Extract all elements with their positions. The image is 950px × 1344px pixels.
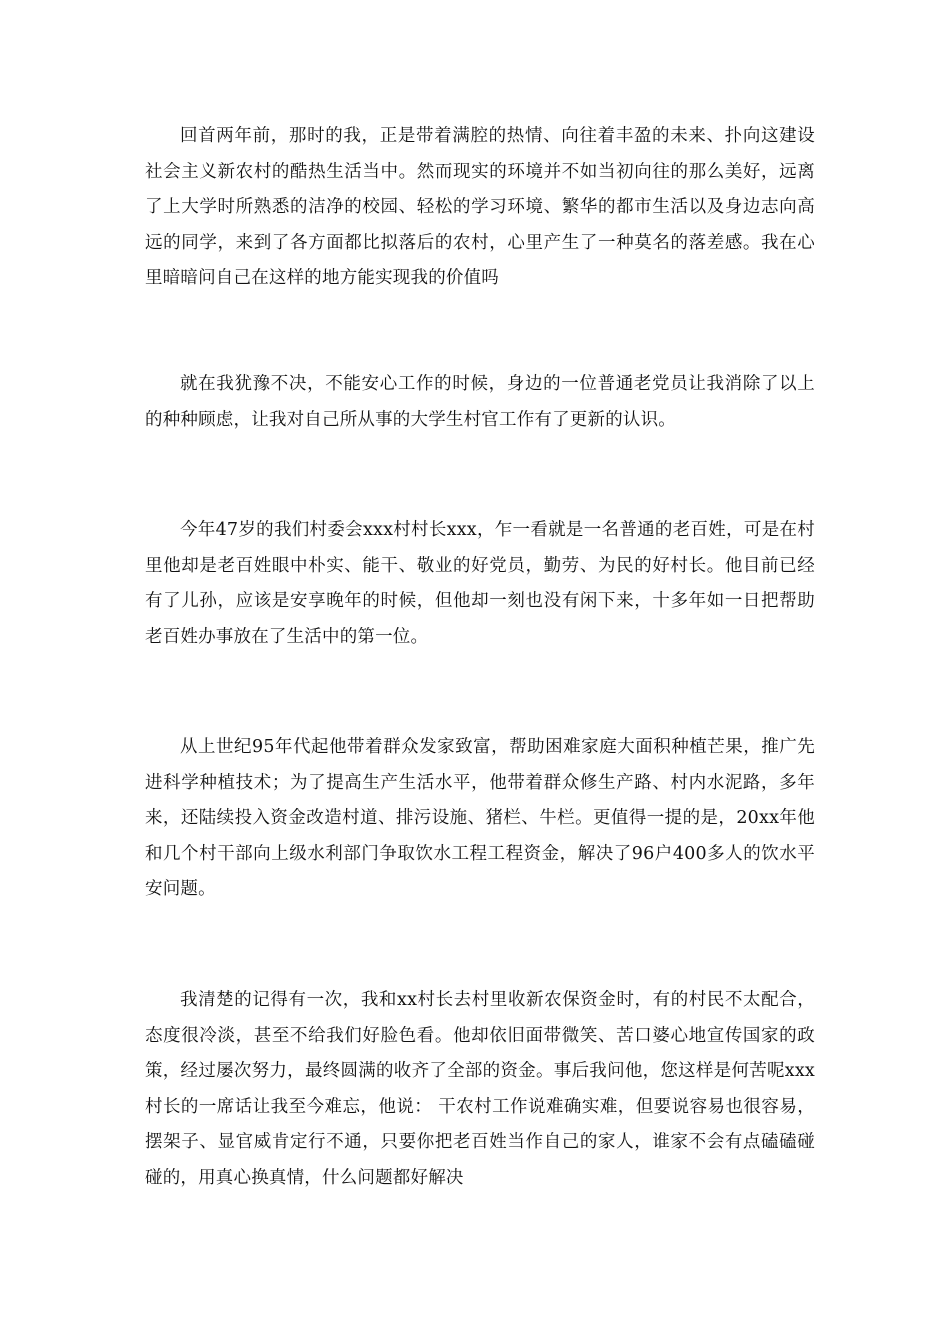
- paragraph-4: 从上世纪95年代起他带着群众发家致富，帮助困难家庭大面积种植芒果，推广先进科学种植技术；为了提高生产生活水平，他带着群众修生产路、村内水泥路，多年来，还陆续投入资金改造村道、排污设施、猪栏、牛栏。更值得一提的是，20xx年他和几个村干部向上级水利部门争取饮水工程工程资金，解决了96户400多人的饮水平安问题。: [145, 737, 815, 900]
- paragraph-2: 就在我犹豫不决，不能安心工作的时候，身边的一位普通老党员让我消除了以上的种种顾虑，让我对自己所从事的大学生村官工作有了更新的认识。: [145, 374, 815, 430]
- paragraph-5: 我清楚的记得有一次，我和xx村长去村里收新农保资金时，有的村民不太配合，态度很冷淡，甚至不给我们好脸色看。他却依旧面带微笑、苦口婆心地宣传国家的政策，经过屡次努力，最终圆满的收齐了全部的资金。事后我问他，您这样是何苦呢xxx村长的一席话让我至今难忘，他说： 干农村工作说难确实难，但要说容易也很容易，摆架子、显官威肯定行不通，只要你把老百姓当作自己的家人，谁家不会有点磕磕碰碰的，用真心换真情，什么问题都好解决: [145, 990, 815, 1188]
- paragraph-1: 回首两年前，那时的我，正是带着满腔的热情、向往着丰盈的未来、扑向这建设社会主义新农村的酷热生活当中。然而现实的环境并不如当初向往的那么美好，远离了上大学时所熟悉的洁净的校园、轻松的学习环境、繁华的都市生活以及身边志向高远的同学，来到了各方面都比拟落后的农村，心里产生了一种莫名的落差感。我在心里暗暗问自己在这样的地方能实现我的价值吗: [145, 126, 815, 289]
- paragraph-3: 今年47岁的我们村委会xxx村村长xxx，乍一看就是一名普通的老百姓，可是在村里他却是老百姓眼中朴实、能干、敬业的好党员，勤劳、为民的好村长。他目前已经有了儿孙，应该是安享晚年的时候，但他却一刻也没有闲下来，十多年如一日把帮助老百姓办事放在了生活中的第一位。: [145, 520, 815, 647]
